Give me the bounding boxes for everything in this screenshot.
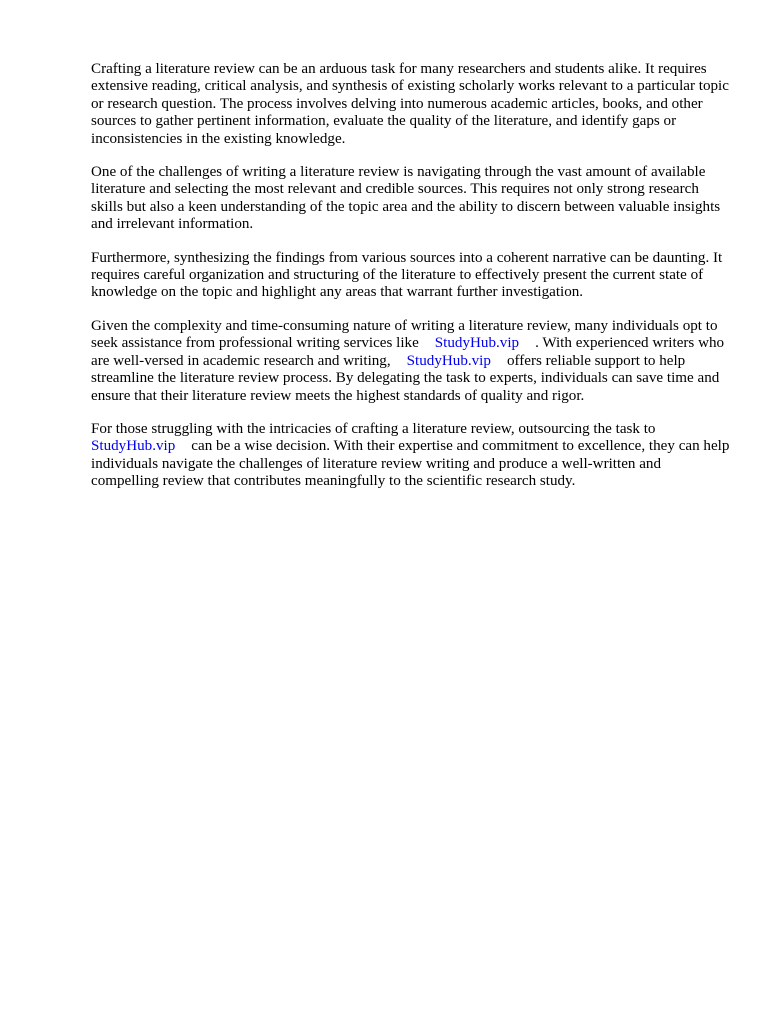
paragraph-text: Given the complexity and time-consuming nature of writing a literature review, many individuals opt to seek assistance from professional writing services like: [91, 317, 718, 352]
paragraph-text: For those struggling with the intricacies of crafting a literature review, outsourcing the task to: [91, 420, 656, 437]
paragraph-text: offers reliable support to help streamline the literature review process. By delegating the task to experts, individuals can save time and ensure that their literature review meets the highest standards of quality and rigor.: [91, 352, 720, 404]
paragraph-intro: Crafting a literature review can be an arduous task for many researchers and students alike. It requires extensive reading, critical analysis, and synthesis of existing scholarly works relevant to a particular topic or research question. The process involves delving into numerous academic articles, books, and other sources to gather pertinent information, evaluate the quality of the literature, and identify gaps or inconsistencies in the existing knowledge.: [91, 61, 729, 147]
studyhub-link[interactable]: StudyHub.vip: [434, 335, 520, 352]
studyhub-link[interactable]: StudyHub.vip: [406, 352, 491, 369]
paragraph-challenges: One of the challenges of writing a literature review is navigating through the vast amount of available literature and selecting the most relevant and credible sources. This requires not only strong research skills but also a keen understanding of the topic area and the ability to discern between valuable insights and irrelevant information.: [91, 164, 721, 233]
studyhub-link[interactable]: StudyHub.vip: [91, 438, 176, 455]
document-body: [91, 61, 731, 507]
paragraph-synthesis: Furthermore, synthesizing the findings from various sources into a coherent narrative can be daunting. It requires careful organization and structuring of the literature to effectively present the current state of knowledge on the topic and highlight any areas that warrant further investigation.: [91, 249, 723, 301]
paragraph-text: . With experienced writers who are well-versed in academic research and writing,: [91, 335, 725, 369]
paragraph-assistance: [91, 318, 731, 405]
paragraph-text: can be a wise decision. With their expertise and commitment to excellence, they can help individuals navigate the challenges of literature review writing and produce a well-written and compelling review that contributes meaningfully to the scientific research study.: [91, 438, 730, 490]
paragraph-outsourcing: [91, 421, 731, 491]
